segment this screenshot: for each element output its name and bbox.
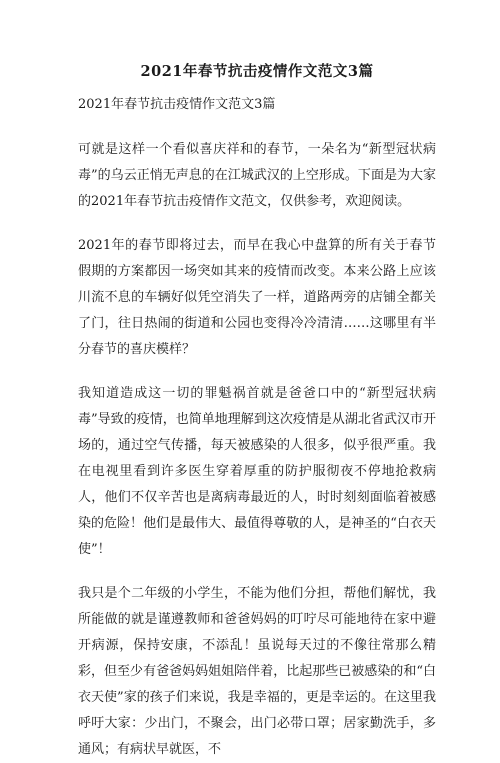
paragraph-intro: 可就是这样一个看似喜庆祥和的春节，一朵名为“新型冠状病毒”的乌云正悄无声息的在江城武汉的上空形成。下面是为大家的2021年春节抗击疫情作文范文，仅供参考，欢迎阅读。 bbox=[78, 142, 436, 209]
paragraph-student-appeal: 我只是个二年级的小学生，不能为他们分担，帮他们解忧，我所能做的就是谨遵教师和爸爸妈妈的叮咛尽可能地待在家中避开病源，保持安康，不添乱！虽说每天过的不像往常那么精彩，但至少有爸爸妈妈姐姐陪伴着，比起那些已被感染的和“白衣天使”家的孩子们来说，我是幸福的，更是幸运的。在这里我呼吁大家：少出门，不聚会，出门必带口罩；居家勤洗手，多通风；有病状早就医，不 bbox=[78, 586, 436, 757]
paragraph-spring-festival: 2021年的春节即将过去，而早在我心中盘算的所有关于春节假期的方案都因一场突如其来的疫情而改变。本来公路上应该川流不息的车辆好似凭空消失了一样，道路两旁的店铺全都关了门，往日热闹的街道和公园也变得冷冷清清……这哪里有半分春节的喜庆模样？ bbox=[78, 238, 436, 357]
document-title: 2021年春节抗击疫情作文范文3篇 bbox=[140, 63, 374, 80]
paragraph-epidemic-cause: 我知道造成这一切的罪魁祸首就是爸爸口中的“新型冠状病毒”导致的疫情，也简单地理解到这次疫情是从湖北省武汉市开场的，通过空气传播，每天被感染的人很多，似乎很严重。我在电视里看到许多医生穿着厚重的防护服彻夜不停地抢救病人，他们不仅辛苦也是离病毒最近的人，时时刻刻面临着被感染的危险！他们是最伟大、最值得尊敬的人，是神圣的“白衣天使”！ bbox=[78, 386, 436, 557]
document-subtitle: 2021年春节抗击疫情作文范文3篇 bbox=[78, 97, 276, 112]
